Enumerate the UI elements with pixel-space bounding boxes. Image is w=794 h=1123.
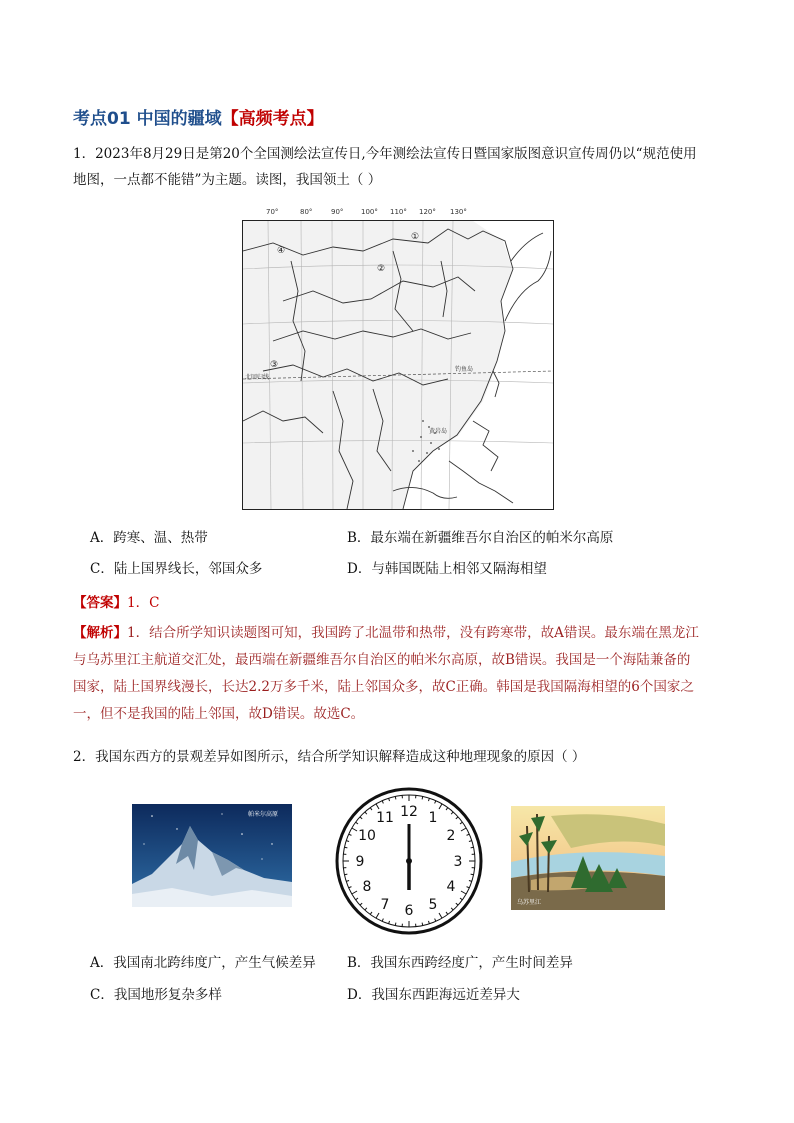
clock-number-7: 7 <box>380 897 390 913</box>
clock-center <box>406 858 412 864</box>
analysis-line-2: 与乌苏里江主航道交汇处，最西端在新疆维吾尔自治区的帕米尔高原，故B错误。我国是一个海陆兼备的 <box>73 652 691 668</box>
clock-number-3: 3 <box>453 854 463 870</box>
clock-number-8: 8 <box>362 879 372 895</box>
pamir-caption: 帕米尔高原 <box>248 811 279 818</box>
clock-number-10: 10 <box>358 828 376 844</box>
clock-number-9: 9 <box>355 854 365 870</box>
region-label-2: ② <box>377 264 386 274</box>
wusuli-river-picture <box>511 806 665 910</box>
clock-tick <box>471 847 474 848</box>
analysis-line-1: 1．结合所学知识读题图可知，我国跨了北温带和热带，没有跨寒带，故A错误。最东端在黑龙江 <box>127 625 699 641</box>
tropic-of-cancer-label: 北回归线 <box>245 374 270 381</box>
clock-tick <box>422 923 423 926</box>
lon-label-90: 90° <box>331 208 344 216</box>
clock-number-1: 1 <box>428 810 438 826</box>
region-label-3: ③ <box>270 360 279 370</box>
analysis-label: 【解析】 <box>73 625 127 641</box>
sea-label-1: 钓鱼岛 <box>455 366 474 373</box>
clock-number-2: 2 <box>446 828 456 844</box>
section-title <box>73 104 324 129</box>
question-2-option-c: C．我国地形复杂多样 <box>90 987 222 1003</box>
clock-tick <box>471 874 474 875</box>
question-2-option-d: D．我国东西距海远近差异大 <box>347 987 520 1003</box>
china-territory-map <box>242 220 554 510</box>
clock-image <box>334 786 484 936</box>
map-drawing <box>243 221 553 509</box>
clock-tick <box>422 796 423 799</box>
clock-number-6: 6 <box>404 903 414 919</box>
region-label-4: ④ <box>277 246 286 256</box>
high-frequency-tag: 【高频考点】 <box>221 109 324 129</box>
question-2-option-b: B．我国东西跨经度广，产生时间差异 <box>347 955 573 971</box>
question-2-stem-line: 2．我国东西方的景观差异如图所示，结合所学知识解释造成这种地理现象的原因（ ） <box>73 749 586 765</box>
answer-value: 1．C <box>127 595 160 611</box>
question-1-option-c: C．陆上国界线长，邻国众多 <box>90 561 263 577</box>
lon-label-70: 70° <box>266 208 279 216</box>
question-1-answer <box>73 591 159 611</box>
pamir-illustration <box>132 804 292 907</box>
clock-number-12: 12 <box>400 804 418 820</box>
question-1-analysis <box>73 620 733 728</box>
clock-tick <box>344 847 347 848</box>
clock-tick <box>395 796 396 799</box>
answer-label: 【答案】 <box>73 595 127 611</box>
clock-number-11: 11 <box>376 810 394 826</box>
region-label-1: ① <box>411 232 420 242</box>
analysis-line-4: 一，但不是我国的陆上邻国，故D错误。故选C。 <box>73 706 365 722</box>
clock-tick <box>395 923 396 926</box>
question-1-stem-line-2: 地图，一点都不能错”为主题。读图，我国领土（ ） <box>73 172 382 188</box>
question-2-option-a: A．我国南北跨纬度广，产生气候差异 <box>90 955 316 971</box>
clock-number-4: 4 <box>446 879 456 895</box>
wusuli-caption: 乌苏里江 <box>517 899 542 906</box>
question-1-stem <box>73 141 733 193</box>
wusuli-illustration <box>511 806 665 910</box>
clock-face <box>334 786 484 936</box>
sea-label-2: 黄岩岛 <box>429 428 448 435</box>
question-1-option-d: D．与韩国既陆上相邻又隔海相望 <box>347 561 547 577</box>
lon-label-80: 80° <box>300 208 313 216</box>
question-2-stem <box>73 744 733 770</box>
lon-label-110: 110° <box>390 208 407 216</box>
pamir-plateau-picture <box>132 804 292 907</box>
lon-label-120: 120° <box>419 208 436 216</box>
clock-tick <box>344 874 347 875</box>
question-1-stem-line-1: 1．2023年8月29日是第20个全国测绘法宣传日,今年测绘法宣传日暨国家版图意识宣传周仍以“规范使用 <box>73 146 697 162</box>
analysis-line-3: 国家，陆上国界线漫长，长达2.2万多千米，陆上邻国众多，故C正确。韩国是我国隔海相望的6个国家之 <box>73 679 694 695</box>
clock-number-5: 5 <box>428 897 438 913</box>
lon-label-100: 100° <box>361 208 378 216</box>
section-title-text: 考点01 中国的疆域 <box>73 109 222 129</box>
question-1-option-b: B．最东端在新疆维吾尔自治区的帕米尔高原 <box>347 530 614 546</box>
lon-label-130: 130° <box>450 208 467 216</box>
question-1-option-a: A．跨寒、温、热带 <box>90 530 208 546</box>
